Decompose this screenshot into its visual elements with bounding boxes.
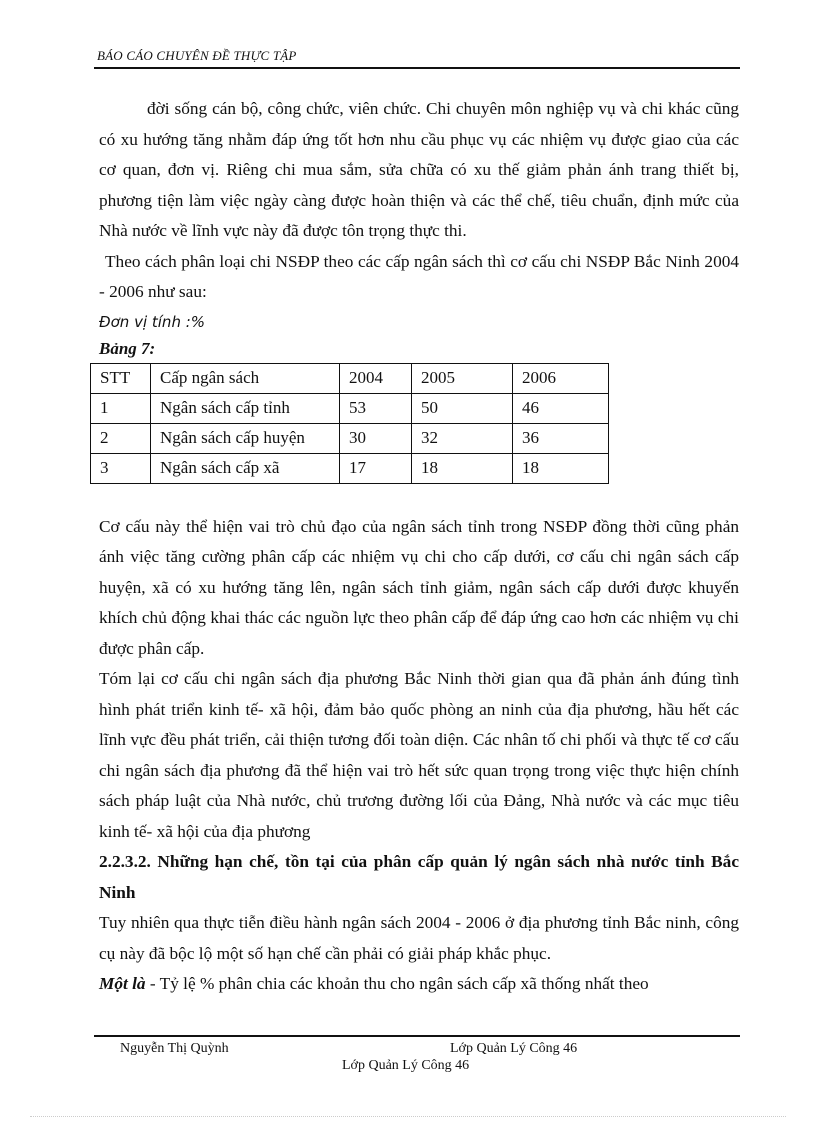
header-divider [94, 67, 740, 69]
table-header-cell: 2005 [412, 363, 513, 393]
table-cell: Ngân sách cấp huyện [151, 423, 340, 453]
paragraph-1: đời sống cán bộ, công chức, viên chức. Chi chuyên môn nghiệp vụ và chi khác cũng có xu hướng tăng nhằm đáp ứng tốt hơn nhu cầu phục vụ các nhiệm vụ được giao của các cơ quan, đơn vị. Riêng chi mua sắm, sửa chữa có xu thế giảm phản ánh trang thiết bị, phương tiện làm việc ngày càng được hoàn thiện và các thể chế, tiêu chuẩn, định mức của Nhà nước về lĩnh vực này đã được tôn trọng thực thi. [99, 99, 739, 240]
page-header-title: BÁO CÁO CHUYÊN ĐỀ THỰC TẬP [97, 48, 297, 63]
unit-label: Đơn vị tính :% [99, 312, 206, 331]
paragraph-3: Cơ cấu này thể hiện vai trò chủ đạo của ngân sách tỉnh trong NSĐP đồng thời cũng phản ánh việc tăng cường phân cấp các nhiệm vụ chi cho cấp dưới, cơ cấu chi ngân sách cấp huyện, xã có xu hướng tăng lên, ngân sách tỉnh giảm, ngân sách cấp dưới được khuyến khích chủ động khai thác các nguồn lực theo phân cấp để đáp ứng cao hơn các nhiệm vụ chi được phân cấp. [99, 516, 739, 658]
table-row [91, 423, 609, 453]
table-cell: 36 [513, 423, 609, 453]
table-cell: 3 [91, 453, 151, 483]
paragraph-6 [99, 969, 739, 1000]
table-row [91, 393, 609, 423]
table-cell: 18 [513, 453, 609, 483]
table-cell: 53 [340, 393, 412, 423]
table-cell: 32 [412, 423, 513, 453]
footer-class-right: Lớp Quản Lý Công 46 [450, 1041, 578, 1056]
paragraph-6-lead: Một là [99, 974, 146, 993]
budget-structure-table [90, 363, 609, 484]
table-cell: 30 [340, 423, 412, 453]
table-cell: Ngân sách cấp xã [151, 453, 340, 483]
table-cell: 18 [412, 453, 513, 483]
table-header-cell: 2006 [513, 363, 609, 393]
footer-divider [94, 1035, 740, 1037]
paragraph-4: Tóm lại cơ cấu chi ngân sách địa phương Bắc Ninh thời gian qua đã phản ánh đúng tình hình phát triển kinh tế- xã hội, đảm bảo quốc phòng an ninh của địa phương, hầu hết các lĩnh vực đều phát triển, cải thiện tương đối toàn diện. Các nhân tố chi phối và thực tế cơ cấu chi ngân sách địa phương đã thể hiện vai trò hết sức quan trọng trong việc thực hiện chính sách pháp luật của Nhà nước, chủ trương đường lối của Đảng, Nhà nước và các mục tiêu kinh tế- xã hội của địa phương [99, 669, 739, 841]
table-cell: Ngân sách cấp tỉnh [151, 393, 340, 423]
table-header-cell: 2004 [340, 363, 412, 393]
table-cell: 46 [513, 393, 609, 423]
table-cell: 50 [412, 393, 513, 423]
paragraph-6-text: - Tỷ lệ % phân chia các khoản thu cho ngân sách cấp xã thống nhất theo [145, 974, 649, 993]
table-header-row [91, 363, 609, 393]
document-body [99, 94, 739, 1000]
table-row [91, 453, 609, 483]
section-heading: 2.2.3.2. Những hạn chế, tồn tại của phân cấp quản lý ngân sách nhà nước tỉnh Bắc Ninh [99, 852, 739, 902]
table-title: Bảng 7: [99, 338, 156, 358]
table-cell: 1 [91, 393, 151, 423]
paragraph-5: Tuy nhiên qua thực tiễn điều hành ngân sách 2004 - 2006 ở địa phương tỉnh Bắc ninh, công cụ này đã bộc lộ một số hạn chế cần phải có giải pháp khắc phục. [99, 913, 739, 963]
table-header-cell: Cấp ngân sách [151, 363, 340, 393]
table-cell: 2 [91, 423, 151, 453]
footer-author: Nguyễn Thị Quỳnh [120, 1041, 229, 1056]
footer-class-center: Lớp Quản Lý Công 46 [342, 1058, 470, 1073]
table-cell: 17 [340, 453, 412, 483]
paragraph-2: Theo cách phân loại chi NSĐP theo các cấp ngân sách thì cơ cấu chi NSĐP Bắc Ninh 2004 - 2006 như sau: [99, 251, 739, 301]
page-bottom-edge [30, 1116, 786, 1117]
table-header-cell: STT [91, 363, 151, 393]
